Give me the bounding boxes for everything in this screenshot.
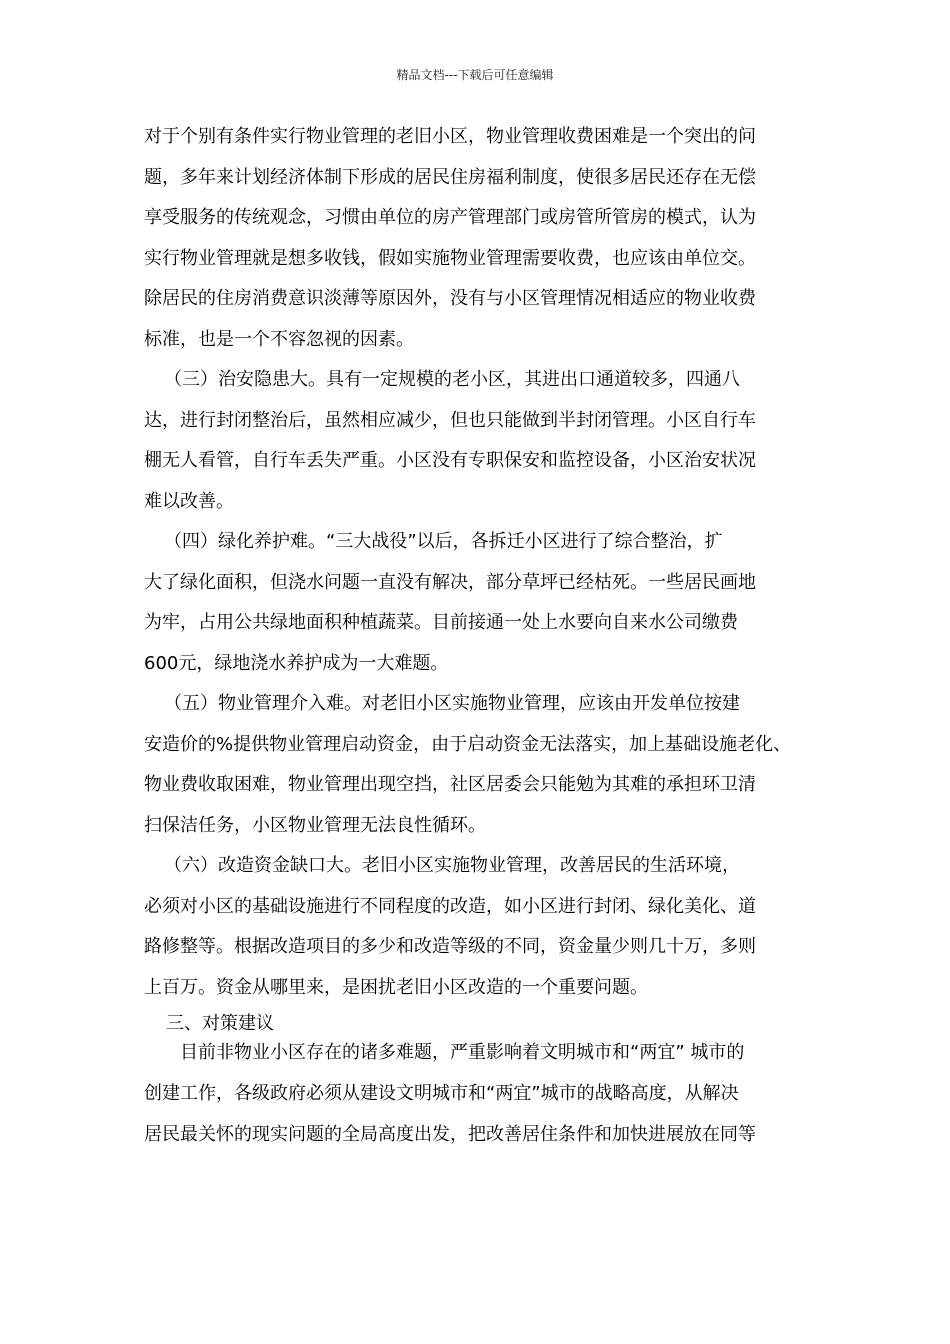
text-line: 对于个别有条件实行物业管理的老旧小区，物业管理收费困难是一个突出的问	[144, 126, 756, 147]
text-line: 实行物业管理就是想多收钱，假如实施物业管理需要收费，也应该由单位交。	[144, 247, 756, 269]
paragraph-start: （六）改造资金缺口大。老旧小区实施物业管理，改善居民的生活环境，	[164, 855, 740, 876]
paragraph-start: 目前非物业小区存在的诸多难题，严重影响着文明城市和“两宜” 城市的	[180, 1042, 745, 1063]
section-heading: 三、对策建议	[166, 1013, 274, 1034]
text-line: 路修整等。根据改造项目的多少和改造等级的不同，资金量少则几十万，多则	[144, 936, 756, 957]
document-body	[144, 117, 824, 1155]
text-line: 扫保洁任务，小区物业管理无法良性循环。	[144, 814, 486, 836]
text-line: 创建工作，各级政府必须从建设文明城市和“两宜”城市的战略高度，从解决	[144, 1083, 739, 1104]
page-header: 精品文档---下载后可任意编辑	[396, 68, 554, 82]
text-line: 棚无人看管，自行车丢失严重。小区没有专职保安和监控设备，小区治安状况	[144, 450, 756, 471]
paragraph-start: （四）绿化养护难。“三大战役”以后，各拆迁小区进行了综合整治，扩	[164, 531, 723, 552]
text-line: 除居民的住房消费意识淡薄等原因外，没有与小区管理情况相适应的物业收费	[144, 288, 756, 309]
text-line: 为牢，占用公共绿地面积种植蔬菜。目前接通一处上水要向自来水公司缴费	[144, 612, 738, 633]
text-line: 上百万。资金从哪里来，是困扰老旧小区改造的一个重要问题。	[144, 976, 648, 998]
text-line: 600元，绿地浇水养护成为一大难题。	[144, 652, 449, 674]
paragraph-start: （五）物业管理介入难。对老旧小区实施物业管理，应该由开发单位按建	[164, 693, 740, 714]
paragraph-start: （三）治安隐患大。具有一定规模的老小区，其进出口通道较多，四通八	[164, 369, 740, 390]
text-line: 难以改善。	[144, 490, 234, 512]
text-line: 居民最关怀的现实问题的全局高度出发，把改善居住条件和加快进展放在同等	[144, 1123, 756, 1145]
text-line: 达，进行封闭整治后，虽然相应减少，但也只能做到半封闭管理。小区自行车	[144, 409, 756, 431]
text-line: 享受服务的传统观念，习惯由单位的房产管理部门或房管所管房的模式，认为	[144, 207, 756, 228]
text-line: 大了绿化面积，但浇水问题一直没有解决，部分草坪已经枯死。一些居民画地	[144, 571, 756, 593]
text-line: 物业费收取困难，物业管理出现空挡，社区居委会只能勉为其难的承担环卫清	[144, 774, 756, 795]
text-line: 题，多年来计划经济体制下形成的居民住房福利制度，使很多居民还存在无偿	[144, 166, 756, 188]
text-line: 必须对小区的基础设施进行不同程度的改造，如小区进行封闭、绿化美化、道	[144, 895, 756, 917]
text-line: 安造价的%提供物业管理启动资金，由于启动资金无法落实，加上基础设施老化、	[144, 733, 792, 755]
text-line: 标准，也是一个不容忽视的因素。	[144, 328, 414, 350]
